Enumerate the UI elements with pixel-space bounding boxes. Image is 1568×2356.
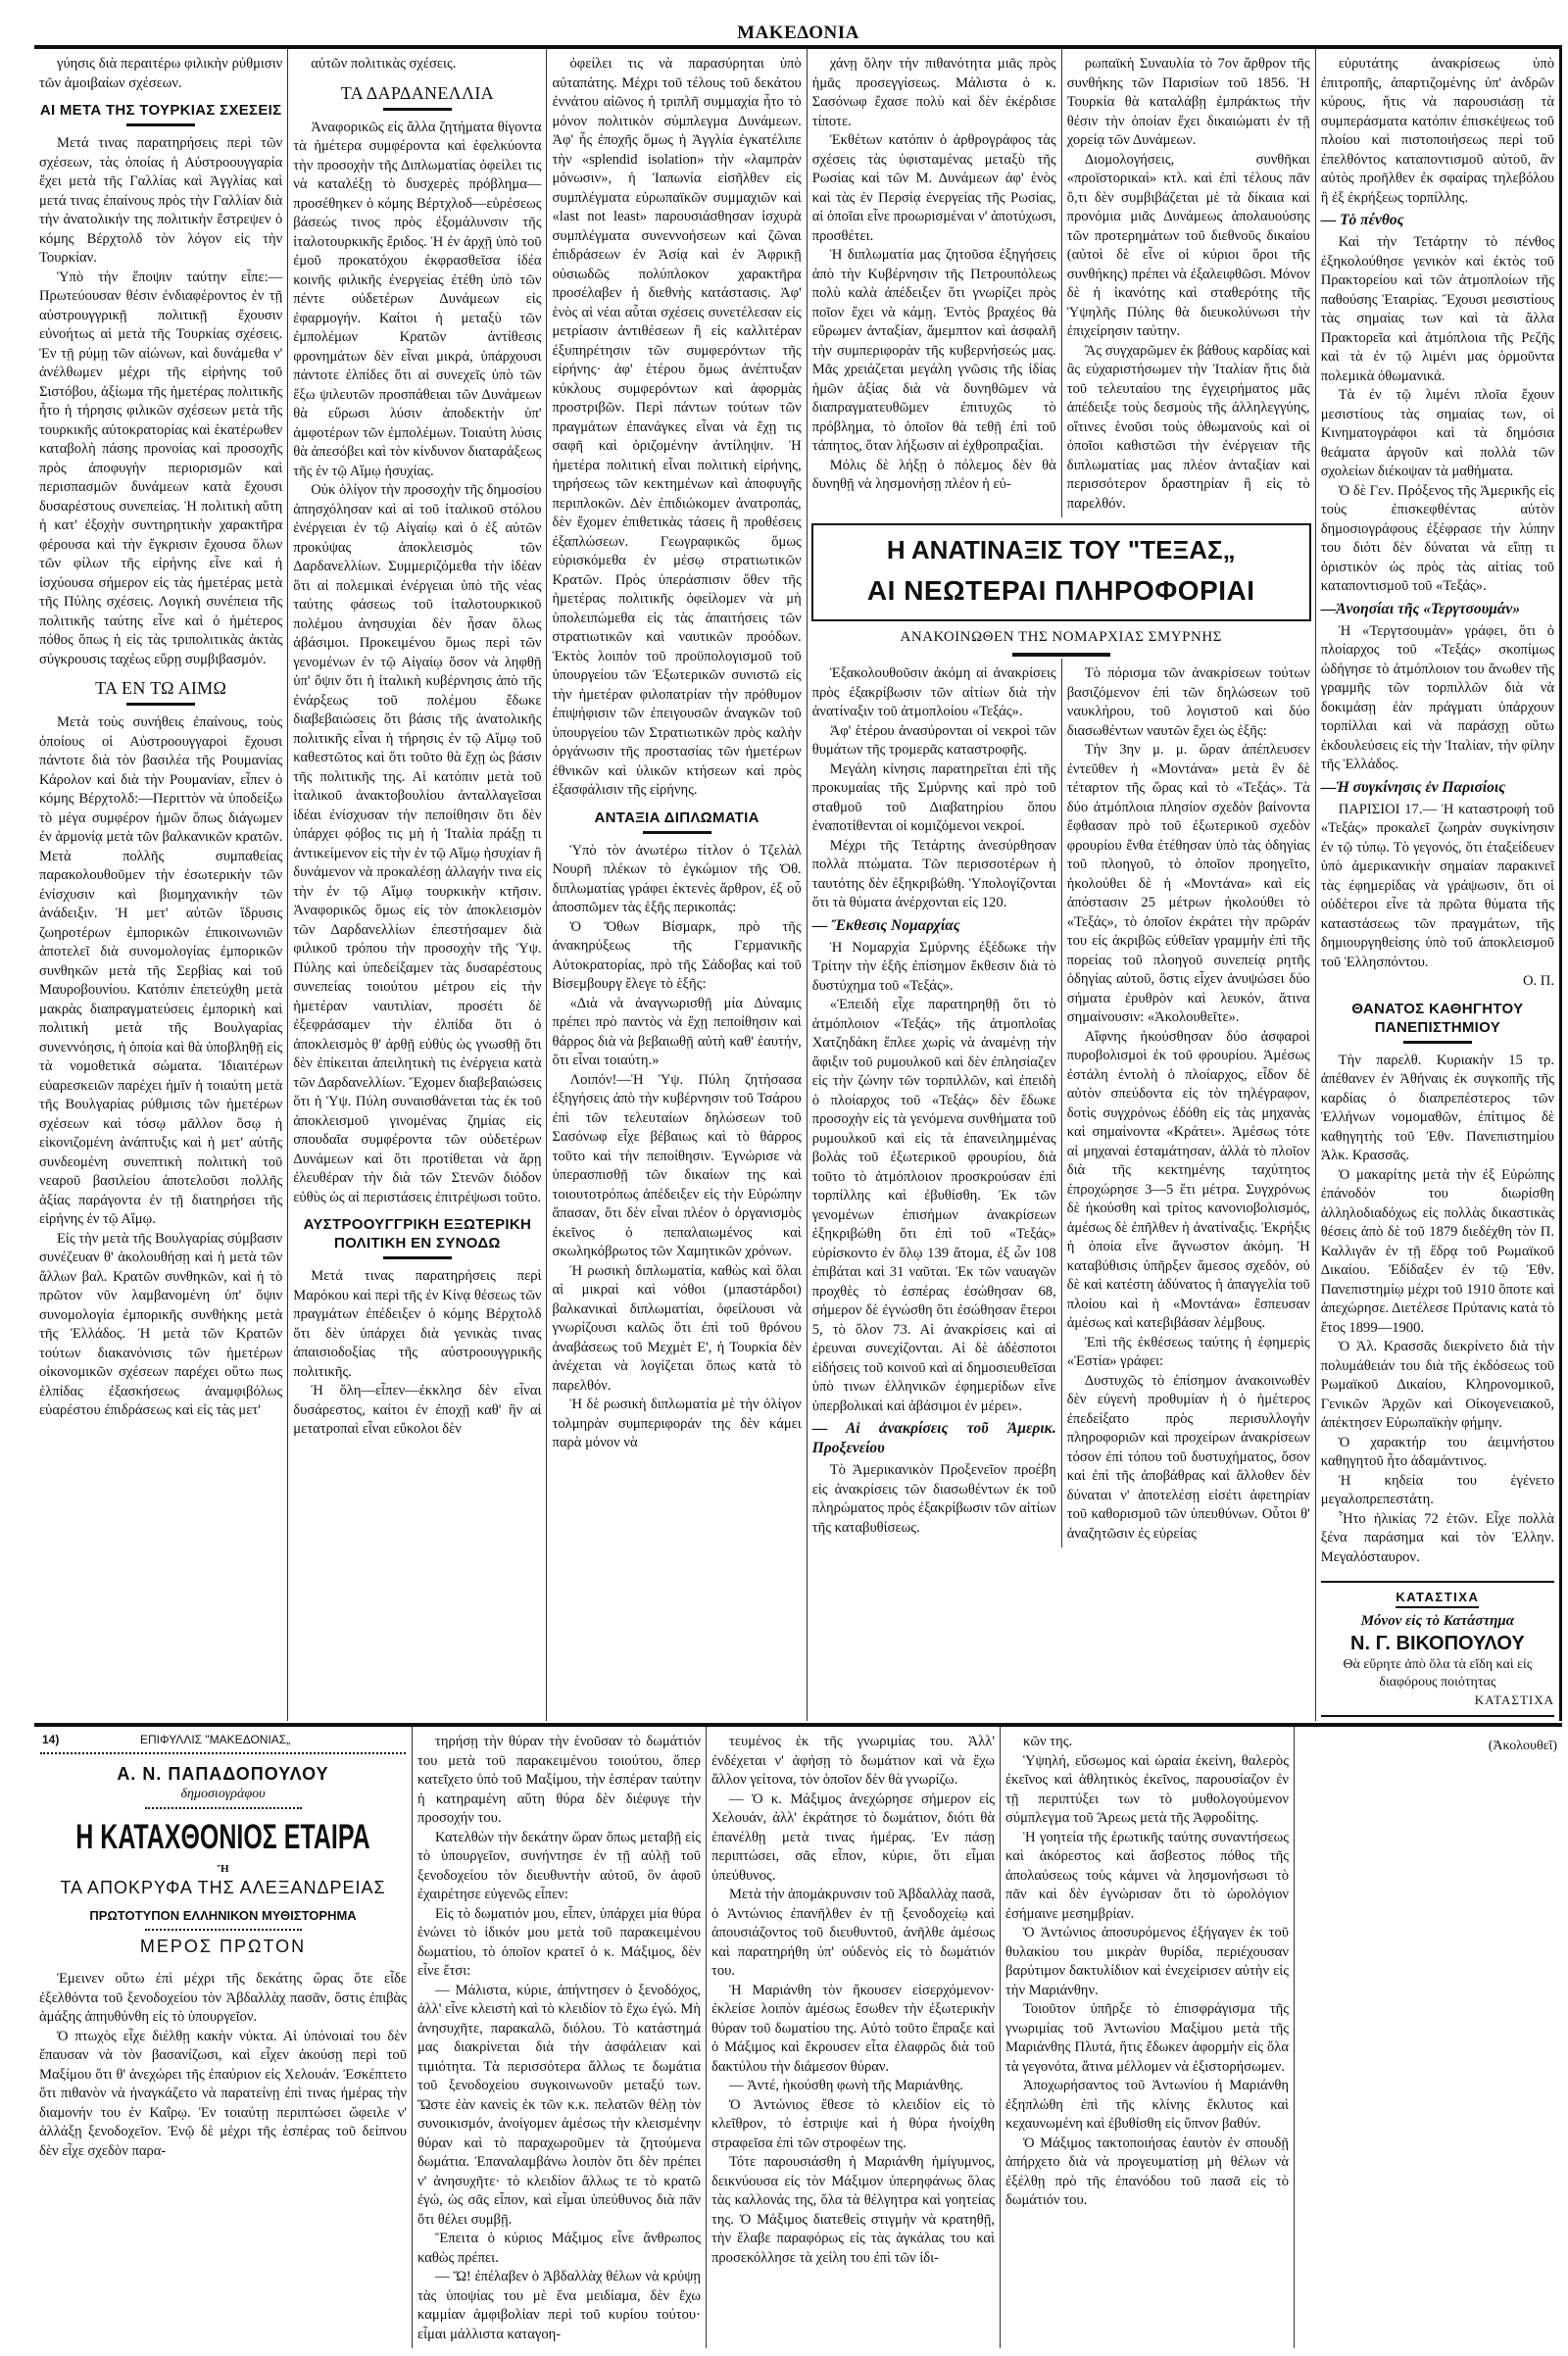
paragraph: Ἡ δὲ ρωσικὴ διπλωματία μὲ τὴν ὀλίγον τολμηρὰν συμπεριφοράν της δὲν κάμει παρὰ μόνον νὰ: [552, 1397, 802, 1450]
paragraph: Τὸ πόρισμα τῶν ἀνακρίσεων τούτων βασιζόμενον ἐπὶ τῶν δηλώσεων τοῦ ναυκλήρου, τοῦ λογιστοῦ καὶ δύο διασωθέντων ναυτῶν ἔχει ὡς ἑξῆς:: [1066, 665, 1310, 739]
paragraph: τηρήσῃ τὴν θύραν τὴν ἑνοῦσαν τὸ δωμάτιόν του μετὰ τοῦ παρακειμένου τοιούτου, ὅπερ κατεῖχετο ὑπὸ τοῦ Μαξίμου, τὴν ἑσπέραν ταύτην ἡ κατηραμένη αὕτη θύρα δὲν διέφυγε τὴν προσοχήν του.: [417, 1734, 701, 1826]
paragraph: ὀφείλει τις νὰ παρασύρηται ὑπὸ αὐταπάτης. Μέχρι τοῦ τέλους τοῦ δεκάτου ἐννάτου αἰῶνος ἡ τριπλῆ συμμαχία ἦτο τὸ μόνον πολιτικὸν σύμπλεγμα Δυνάμεων. Ἀφ' ἧς ἐποχῆς ὅμως ἡ Ἀγγλία ἐγκατέλιπε τὴν «splendid isolation» τὴν «λαμπρὰν μόνωσιν», ἡ Ἰαπωνία εἰσῆλθεν εἰς συμπλέγματα εὐρωπαϊκῶν συμμαχιῶν καὶ «last not least» παρουσιάσθησαν ἰσχυρὰ συμπλέγματα συνεννοήσεων καὶ ζῶναι ἐπιδράσεων ἐν Ἀσίᾳ καὶ ἐν Ἀφρικῇ οὐσιωδῶς πολύπλοκον χαρακτῆρα προσέλαβεν ἡ διεθνὴς κατάστασις. Ἀφ' ἑνὸς αἱ νέαι αὗται σχέσεις συνετέλεσαν εἰς μετρίασιν ἀντιθέσεων ἢ εἰς καλλιτέραν ἐξυπηρέτησιν τῶν συμφερόντων τῆς εἰρήνης· ἀφ' ἑτέρου ὅμως ἀνέπτυξαν κύκλους συμφερόντων καὶ ἀφορμὰς προστριβῶν. Περὶ πάντων τούτων τῶν πραγμάτων ἐπανάγκες εἶναι νὰ ἔχῃ τις σαφῆ καὶ ὁριζομένην ἀντίληψιν. Ἡ ἡμετέρα πολιτικὴ εἶναι πολιτικὴ εἰρήνης, τηρήσεως τῶν κεκτημένων καὶ ἀποφυγῆς περιπλοκῶν. Δὲν ἐπιδιώκομεν ἀνατροπάς, δὲν ἔχομεν ἐπιθετικὰς τάσεις ἢ προθέσεις ἐξαπλώσεων. Γεωγραφικῶς ὅμως εὑρισκόμεθα ἐν μέσῳ στρατιωτικῶν Κρατῶν. Πρὸς ὑπεράσπισιν ὅθεν τῆς ἡμετέρας πολιτικῆς ὀφείλομεν νὰ μὴ ὑπολειπώμεθα εἰς τὰς ἀπαιτήσεις τῶν στρατιωτικῶν καὶ ναυτικῶν προόδων. Ἐκτὸς λοιπὸν τοῦ προϋπολογισμοῦ τοῦ ὑπουργείου τῶν Ἐξωτερικῶν συνιστῶ εἰς τὴν ἡμετέραν φιλοπατρίαν τὴν πρόθυμον ἐπιψήφισιν τῶν ἐπειγουσῶν ἀναγκῶν τοῦ ὑπουργείου τῶν Στρατιωτικῶν πρὸς καλὴν ὀργάνωσιν τῆς προστασίας τῶν ἡμετέρων ἐθνικῶν καὶ ὑλικῶν κτήσεων καὶ πρὸς ἐξασφάλισιν τῆς εἰρήνης.: [552, 56, 802, 798]
paragraph: Ὁ δὲ Γεν. Πρόξενος τῆς Ἀμερικῆς εἰς τοὺς ἐπισκεφθέντας αὐτὸν δημοσιογράφους ἐξέφρασε τὴν λύπην του διότι δὲν δύναται νὰ εἴπῃ τι ὁριστικὸν ὡς πρὸς τὰς αἰτίας τοῦ καταποντισμοῦ τοῦ «Τεξάς».: [1320, 482, 1554, 594]
subheading: —Ἀνοησίαι τῆς «Τεργτσουμάν»: [1320, 600, 1521, 617]
paragraph: Αἴφνης ἠκούσθησαν δύο ἀσφαροὶ πυροβολισμοὶ ἐκ τοῦ φρουρίου. Ἀμέσως ἐστάλη ἐντολὴ ὁ πλοίαρχος, εἶδον δὲ αὐτὸν σπεύδοντα εἰς τὸν τηλέγραφον, δοτὶς συγχρόνως ἐδόθη εἰς τὰς μηχανὰς καὶ σημαίνοντα «Κράτει». Ἀμέσως τότε αἱ μηχαναὶ ἐσταμάτησαν, ἀλλὰ τὸ πλοῖον διὰ τῆς κεκτημένης ταχύτητος ἐπροχώρησε 3—5 ἔτι μέτρα. Συγχρόνως δὲ ἠκούσθη καὶ τρίτος κανονιοβολισμός, ἀμέσως δὲ ἐπῆλθεν ἡ ἀνατίναξις. Ἐκρήξις ἡ ὁποία εἶνε ἄγνωστον ἀκόμη. Ἡ καταβύθισις ὑπῆρξεν ἄμεσος σχεδόν, οὐ δὲ καὶ κατέστη ἀδύνατος ἡ ἀπαγγελία τοῦ πλοίου καὶ ἡ «Μοντάνα» ἔσπευσαν ἀμέσως καὶ κατεβιβάσαν λέμβους.: [1066, 1028, 1310, 1331]
paragraph: Ἐπὶ τῆς ἐκθέσεως ταύτης ἡ ἐφημερὶς «Ἐστία» γράφει:: [1066, 1334, 1310, 1369]
paragraph: τευμένος ἐκ τῆς γνωριμίας του. Ἀλλ' ἐνδέχεται ν' ἀφήσῃ τὸ δωμάτιον καὶ νὰ ἔχω ἄλλον γείτονα, τὸν ὁποῖον δὲν θὰ γνωρίζω.: [711, 1734, 995, 1788]
paragraph: Ὁ Ἀντώνιος ἔθεσε τὸ κλειδίον εἰς τὸ κλεῖθρον, τὸ ἐστριψε καὶ ἡ θύρα ἠνοίχθη στραφεῖσα ἐπὶ τῶν στροφέων της.: [711, 2096, 995, 2151]
paragraph: Ἐκθέτων κατόπιν ὁ ἀρθρογράφος τὰς σχέσεις τὰς ὑφισταμένας μεταξὺ τῆς Ρωσίας καὶ τῶν Μ. Δυνάμεων ἀφ' ἑνὸς καὶ τὰς ἐν Περσίᾳ ἐνεργείας τῆς Ρωσίας, αἱ ὁποῖαι εἶνε προωρισμέναι ν' ἀποτύχωσι, προσθέτει.: [811, 132, 1056, 244]
paragraph: «Διὰ νὰ ἀναγνωρισθῇ μία Δύναμις πρέπει πρὸ παντὸς νὰ ἔχῃ πεποίθησιν καὶ θάρρος διὰ νὰ βεβαιωθῇ αὐτὴ καθ' ἑαυτήν, ὅτι εἶναι τοιαύτη.»: [552, 995, 802, 1068]
top-section: [34, 49, 1562, 1721]
installment-number: 14): [42, 1733, 60, 1746]
paragraph: Οὐκ ὀλίγον τὴν προσοχὴν τῆς δημοσίου ἀπησχόλησαν καὶ αἱ τοῦ ἰταλικοῦ στόλου ἐνέργειαι ἐν τῷ Αἰγαίῳ καὶ ὁ ἐξ αὐτῶν προκύψας ἀποκλεισμὸς τῶν Δαρδανελλίων. Συμμεριζόμεθα τὴν ἰδέαν ὅτι αἱ πολεμικαὶ ἐνέργειαι ὑπὸ τῆς νέας ταύτης φάσεως τοῦ ἰταλοτουρκικοῦ πολέμου ἀνησυχίαι δὲν ἦσαν ὅλως ἀβάσιμοι. Προκειμένου ὅμως περὶ τῶν γενομένων ἐν τῷ Αἰγαίῳ ὅσον νὰ ληφθῇ ὑπ' ὄψιν ὅτι ἡ ἰταλικὴ κυβέρνησις ἀπὸ τῆς ἐνάρξεως τοῦ πολέμου ἔδωκε διαβεβαιώσεις ὅτι βάσις τῆς ἀνατολικῆς πολιτικῆς εἶναι ἡ τήρησις ἐν τῷ Αἵμῳ τοῦ καθεστῶτος καὶ ὅτι τοῦτο θὰ ἔχῃ ὡς βάσιν τῆς πολιτικῆς της. Αἱ κατόπιν μετὰ τοῦ ἰταλικοῦ ἀνακτοβουλίου ἀνταλλαγεῖσαι ἰδέαι ἐνίσχυσαν τὴν πεποίθησιν ὅτι δὲν ὑπάρχει φόβος τις μὴ ἡ Ἰταλία πράξῃ τι ἀντικείμενον εἰς τὴν ἐν τῷ Αἵμῳ ἡσυχίαν ἢ δυνάμενον νὰ προκαλέσῃ ἀλλαγήν τινα εἰς τὴν ἐν τῷ Αἵμῳ τουρκικὴν κτῆσιν. Ἀναφορικῶς ὅμως εἰς τὸν ἀποκλεισμὸν τῶν Δαρδανελλίων ἐπεστήσαμεν διὰ φιλικοῦ τρόπου τὴν προσοχὴν τῆς Ὑψ. Πύλης καὶ ὑπεδείξαμεν τὰς δυσαρέστους συνεπείας τοιούτου μέτρου εἰς τὴν ἡμετέραν ναυτιλίαν, προσέτι δὲ ἐξεφράσαμεν τὴν ἐλπίδα ὅτι ὁ ἀποκλεισμὸς θ' ἀρθῇ εὐθὺς ὡς γνωσθῇ ὅτι δὲν ἐπίκειται ἀπειλητικὴ τις ἐνέργεια κατὰ τῶν Δαρδανελλίων. Ἔχομεν διαβεβαιώσεις ὅτι ἡ Ὑψ. Πύλη συναισθάνεται τὰς ἐκ τοῦ ἀποκλεισμοῦ γινομένας ζημίας εἰς σπουδαῖα συμφέροντα τῶν οὐδετέρων Δυνάμεων καὶ ὅτι προτίθεται νὰ ἄρῃ ἐλευθέραν τὴν διὰ τῶν Στενῶν διόδον εὐθὺς ὡς αἱ περιστάσεις ἐπιτρέψωσι τοῦτο.: [293, 482, 542, 1205]
paragraph: Ἡ κηδεία του ἐγένετο μεγαλοπρεπεστάτη.: [1320, 1472, 1554, 1507]
paragraph: Ἀναφορικῶς εἰς ἄλλα ζητήματα θίγοντα τὰ ἡμέτερα συμφέροντα καὶ ἑφελκύοντα τὴν προσοχὴν τῆς Διπλωματίας ὀφείλει τις νὰ καταλέξῃ τὸ δυσχερὲς πρόβλημα— προσέθηκεν ὁ κόμης Βέρτχλοδ—εὑρέσεως βάσεώς τινος πρὸς ἐξομάλυνσιν τῆς ἰταλοτουρκικῆς ἔριδος. Ἡ ἐν ἀρχῇ ὑπὸ τοῦ ἐμοῦ προκατόχου ἐκφρασθεῖσα ἰδέα κοινῆς φιλικῆς ἐνεργείας ἐτέθη ὑπὸ τῶν πέντε οὐδετέρων Δυνάμεων εἰς ἐφαρμογήν. Καίτοι ἡ μεταξὺ τῶν ἐμπολέμων Κρατῶν ἀντίθεσις φρονημάτων δὲν εἶναι μικρά, ὑπάρχουσι πάντοτε ἐλπίδες ὅτι αἱ συνεχεῖς ὑπὸ τῶν ἔξω ψιλευτῶν προσπάθειαι τῶν Δυνάμεων θὰ εὕρωσι λύσιν ἀποδεκτὴν ὑπ' ἀμφοτέρων τῶν ἐμπολέμων. Τοιαύτη λύσις θὰ ἀπεσόβει καὶ τὸν κίνδυνον διαταράξεως τῆς ἐν τῷ Αἵμῳ ἡσυχίας.: [293, 119, 542, 479]
paragraph: Ἔπειτα ὁ κύριος Μάξιμος εἶνε ἄνθρωπος καθὼς πρέπει.: [417, 2231, 701, 2266]
paragraph: Τότε παρουσιάσθη ἡ Μαριάνθη ἠμίγυμνος, δεικνύουσα εἰς τὸν Μάξιμον ὑπερηφάνως ὅλας τὰς καλλονάς της, ὅλα τὰ θέλγητρα καὶ γοητείας της. Ὁ Μάξιμος διατεθεὶς στιγμὴν νὰ κρατηθῇ, τὴν ἔλαβε παραφόρως εἰς τὰς ἀγκάλας του καὶ προσεκόλλησε τὰ χείλη του ἐπὶ τῶν ἰδι-: [711, 2154, 995, 2266]
paragraph: Ἡ Μαριάνθη τὸν ἤκουσεν εἰσερχόμενον· ἐκλείσε λοιπὸν ἀμέσως ἔσωθεν τὴν ἐξωτερικὴν θύραν τοῦ δωματίου της. Αὐτὸ τοῦτο ἔπραξε καὶ ὁ Μάξιμος καὶ ἔκρουσεν εἶτα ἐλαφρῶς διὰ τοῦ δακτύλου τὴν διάμεσον θύραν.: [711, 1982, 995, 2075]
paragraph: Ὁ μακαρίτης μετὰ τὴν ἐξ Εὐρώπης ἐπάνοδόν του διωρίσθη ἀλληλοδιαδόχως εἰς πολλὰς δικαστικὰς θέσεις ἀπὸ δὲ τοῦ 1879 διεδέχθη τὸν Π. Καλλιγᾶν ἐν τῇ ἕδρᾳ τοῦ Ρωμαϊκοῦ Δικαίου. Ἐδίδαξεν ἐν τῷ Ἐθν. Πανεπιστημίῳ μέχρι τοῦ 1910 ὅποτε καὶ ἀπεχώρησε. Διετέλεσε Πρύτανις κατὰ τὸ ἔτος 1899—1900.: [1320, 1166, 1555, 1336]
paragraph: Μετὰ τὴν ἀπομάκρυνσιν τοῦ Ἀβδαλλὰχ πασᾶ, ὁ Ἀντώνιος ἐπανῆλθεν ἐν τῇ ξενοδοχείῳ καὶ ἀπουσιάζοντος τοῦ διευθυντοῦ, ἀνῆλθε ἀμέσως καὶ παρατηρήθη ὑπ' οὐδενὸς εἰς τὸ δωμάτιόν του.: [711, 1887, 995, 1979]
author-profession: δημοσιογράφου: [180, 1787, 266, 1801]
wavy-rule: [145, 1807, 302, 1809]
paragraph: ΠΑΡΙΣΙΟΙ 17.— Ἡ καταστροφὴ τοῦ «Τεξάς» προκαλεῖ ζωηρὰν συγκίνησιν ἐν τῷ τύπῳ. Τὸ γεγονός, ὅτι ἐταξείδευεν ὑπὸ ἀμερικανικὴν σημαίαν παρακινεῖ τὰς ἐφημερίδας νὰ γράψωσιν, ὅτι οἱ οὐδέτεροι εἶνε τὰ πρῶτα θύματα τῆς καταστάσεως τῶν πραγμάτων, τῆς δημιουργηθείσης ὑπὸ τοῦ ἀποκλεισμοῦ τοῦ Ἑλλησπόντου.: [1320, 801, 1554, 970]
paragraph: Ἡ «Τεργτσουμὰν» γράφει, ὅτι ὁ πλοίαρχος τοῦ «Τεξάς» σκοπίμως ὡδήγησε τὸ ἀτμόπλοιον του ἄνωθεν τῆς γραμμῆς τῶν τορπιλλῶν διὰ νὰ δοκιμάσῃ ἐὰν πράγματι ὑπάρχουν τορπίλλαι καὶ νὰ παράσχῃ οὕτω ἐκδουλεύσεις εἰς τὴν Ἰταλίαν, τὴν φίλην τῆς Ἑλλάδος.: [1320, 622, 1554, 772]
texas-column-1: [808, 659, 1061, 1547]
paragraph: Μετὰ τοὺς συνήθεις ἐπαίνους, τοὺς ὁποίους οἱ Αὐστροουγγαροὶ ἔχουσι πάντοτε διὰ τὸν βασιλέα τῆς Ρουμανίας Κάρολον καὶ διὰ τὴν Ρουμανίαν, εἶπεν ὁ κόμης Βέρχτολδ:—Περιττὸν νὰ ὑποδείξω τὸ μέγα συμφέρον ἡμῶν ὅπως διάγωμεν ἐν ἁρμονίᾳ μετὰ τῶν βαλκανικῶν κρατῶν. Μετὰ πολλῆς συμπαθείας παρακολουθοῦμεν τὴν ἐσωτερικὴν τῶν ἐνίσχυσιν καὶ βιομηχανικὴν τῶν ἀνάδειξιν. Ἡ μετ' αὐτῶν ἵδρυσις ζωηροτέρων ἐμπορικῶν ἐπικοινωνιῶν ἀποτελεῖ διὰ συνομολογίας ἐμπορικῶν συνθηκῶν μετὰ τῆς Σερβίας καὶ τοῦ Μαυροβουνίου. Κατόπιν ἐπετεύχθη μετὰ μακρὰς διαπραγματεύσεις ἐμπορικὴ καὶ πολιτικὴ μετὰ τῆς Βουλγαρίας συνεννόησις, ἡ ὁποία καὶ θὰ ὑποβληθῇ εἰς τὰ νομοθετικὰ σώματα. Ἰδιαιτέρων εὐαρεσκειῶν παρέχει ἡμῖν ἡ τοιαύτη μετὰ τῆς Βουλγαρίας ρύθμισις τῶν ἡμετέρων σχέσεων καὶ τόσῳ μᾶλλον ὅσῳ ἡ εἰκονιζομένη ἀνάπτυξις καὶ ἡ μετ' αὐτῆς συνδεομένη συνεπτικὴ πολιτικὴ τοῦ νεαροῦ βασιλείου ἀποτελοῦσι πολλῆς ἀξίας παράγοντα ἐν τῇ διατηρήσει τῆς εἰρήνης ἐν τῷ Αἵμῳ.: [39, 714, 283, 1227]
ad-store-name: Ν. Γ. ΒΙΚΟΠΟΥΛΟΥ: [1350, 1633, 1525, 1654]
section-heading: ΤΑ ΔΑΡΔΑΝΕΛΛΙΑ: [293, 82, 541, 111]
column-6: [1315, 49, 1559, 1721]
paragraph: Μόλις δὲ λήξῃ ὁ πόλεμος δὲν θὰ δυνηθῇ νὰ λησμονήσῃ πλέον ἡ εὐ-: [811, 457, 1056, 492]
paragraph: αὐτῶν πολιτικὰς σχέσεις.: [311, 56, 457, 72]
section-heading: ΤΑ ΕΝ ΤΩ ΑΙΜΩ: [39, 677, 282, 706]
advertisement-vikopoulou: [1321, 1581, 1554, 1717]
paragraph: Ἡ γοητεία τῆς ἐρωτικῆς ταύτης συναντήσεως καὶ ἀκόρεστος καὶ ἄσβεστος πόθος τῆς ἀπολαύσεως τοὺς κάμνει νὰ λησμονήσωσι τὸ πᾶν καὶ δὲν ἐγνώρισαν ὅτι τὸ ὡρολόγιον ἐσήμαινε μεσημβρίαν.: [1005, 1829, 1289, 1922]
paragraph: Δυστυχῶς τὸ ἐπίσημον ἀνακοινωθὲν δὲν εὐγενὴ προθυμίαν ἡ ὁ ἡμέτερος ἐπεδείξατο πρὸς περισυλλογὴν πληροφοριῶν καὶ προχείρων ἀνακρίσεων τόσον ἐπὶ τόπου τοῦ δυστυχήματος, ὅσον καὶ ἐπὶ τῆς ἀποβάθρας καὶ ἄλλοθεν δὲν δύναται ν' ἀποτελέσῃ εἰσέτι ἀφετηρίαν τοῦ καθορισμοῦ τῶν ὑπευθύνων. Οὗτοι θ' ἀναζητῶσιν ἐς εὐρείας: [1066, 1372, 1310, 1542]
headline-subtitle: ΑΝΑΚΟΙΝΩΘΕΝ ΤΗΣ ΝΟΜΑΡΧΙΑΣ ΣΜΥΡΝΗΣ: [900, 629, 1222, 645]
paragraph: Ἐμεινεν οὕτω ἐπὶ μέχρι τῆς δεκάτης ὥρας ὅτε εἶδε ἐξελθόντα τοῦ ξενοδοχείου τὸν Ἀβδαλλὰχ πασᾶν, ὅστις ἐπιβὰς ἀμάξης ἀπηυθύνθη εἰς τὸ ὑπουργεῖον.: [39, 1971, 407, 2025]
feuilleton-title-column: [34, 1727, 412, 2348]
paragraph: Ὁ πτωχὸς εἶχε διέλθῃ κακὴν νύκτα. Αἱ ὑπόνοιαί του δὲν ἔπαυσαν νὰ τὸν βασανίζωσι, καὶ εἶχεν ἀκούσῃ περὶ τοῦ Μαξίμου ὅτι θ' ἀνεχώρει τῆς ἐπαύριον εἰς Χελουάν. Ἐσκέπτετο ὅτι πιθανὸν νὰ ἠναγκάζετο νὰ παρατείνῃ ἐπὶ τινας ἡμέρας τὴν διαμονήν του ἐν Καΐρῳ. Ἐν τοιαύτῃ περιπτώσει ὤφειλε ν' ἀλλάξῃ ξενοδοχεῖον. Ἐνῷ δὲ μέχρι τῆς ἑσπέρας τοῦ δείπνου δὲν εἶχε σχεδὸν παρα-: [39, 2028, 407, 2159]
continued-note: (Ἀκολουθεῖ): [1488, 1739, 1557, 1753]
paragraph: Τοιοῦτον ὑπῆρξε τὸ ἐπισφράγισμα τῆς γνωριμίας τοῦ Ἀντωνίου Μαξίμου μετὰ τῆς Μαριάνθης Πλυτά, ἥτις ἔδωκεν ἀφορμὴν εἰς ὅλα τὰ γεγονότα, ἅτινα μέλλομεν νὰ ἐξιστορήσωμεν.: [1005, 2001, 1289, 2075]
ad-line-1: Μόνον εἰς τὸ Κατάστημα: [1360, 1613, 1514, 1629]
subheading: —Ἡ συγκίνησις ἐν Παρισίοις: [1320, 778, 1506, 796]
feuilleton-column-3: [706, 1727, 1000, 2348]
headline-rule: [1012, 653, 1110, 657]
paragraph: Ὑπὸ τὴν ἔποψιν ταύτην εἶπε:— Πρωτεύουσαν θέσιν ἐνδιαφέροντος ἐν τῇ αὐστρουγγρικῇ πολιτικῇ ἔχουσιν εὐνοήτως αἱ μετὰ τῆς Τουρκίας σχέσεις. Ἐν τῇ ρύμῃ τῶν αἰώνων, καὶ δυνάμεθα ν' ἀνέλθωμεν μέχρι τῆς εἰρήνης τοῦ Σιστόβου, ἀξίωμα τῆς ἡμετέρας πολιτικῆς ἦτο ἡ τήρησις φιλικῶν σχέσεων μετὰ τῆς τουρκικῆς αὐτοκρατορίας καὶ ἑκατέρωθεν καταβολὴ πάσης προνοίας καὶ προσοχῆς πρὸς ἀποφυγὴν περιορισμῶν καὶ περισπασμῶν δυνάμεων κατὰ ἔχουσι δυσαρέστους συνεπείας. Ἡ πολιτικὴ αὕτη ἡ κατ' ἐξοχὴν συντηρητικὴν χαρακτῆρα φέρουσα καὶ τὴν ἔγκρισιν ἔχουσα ὅλων τῶν φίλων τῆς εἰρήνης εἶνε καὶ ἡ ἰσχύουσα σήμερον εἰς τὰς ἡμετέρας μετὰ τῆς Πύλης σχέσεις. Λογικὴ συνέπεια τῆς πολιτικῆς ταύτης εἶνε καὶ ὁ ἡμέτερος πόθος ὅπως ἡ εἰς τὰς τριπολιτικὰς ἀκτὰς σύγκρουσις ταχέως εὕρῃ συμβιβασμόν.: [39, 269, 283, 667]
ad-line-2: Θὰ εὕρητε ἀπὸ ὅλα τὰ εἴδη καὶ εἰς διαφόρους ποιότητας: [1343, 1657, 1533, 1690]
signature: Ο. Π.: [1522, 973, 1554, 989]
texas-section: [807, 49, 1315, 1721]
paragraph: Κατελθὼν τὴν δεκάτην ὥραν ὅπως μεταβῇ εἰς τὸ ὑπουργεῖον, συνήντησε ἐν τῇ αὐλῇ τοῦ ξενοδοχείου τὸν διευθυντὴν αὐτοῦ, ὃν ἀφοῦ ἐχαιρέτησε εὐγενῶς εἶπεν:: [417, 1829, 701, 1902]
paragraph: — Ὤ! ἐπέλαβεν ὁ Ἀβδαλλὰχ θέλων νὰ κρύψῃ τὰς ὑποψίας του μὲ ἕνα μειδίαμα, δὲν ἔχω καμμίαν ἀμφιβολίαν περὶ τοῦ κυρίου τούτου· εἶμαι μάλλιστα καταγοη-: [417, 2269, 701, 2342]
feuilleton-section: [34, 1727, 1562, 2348]
novel-part: ΜΕΡΟΣ ΠΡΩΤΟΝ: [139, 1937, 307, 1956]
feuilleton-author: Α. Ν. ΠΑΠΑΔΟΠΟΥΛΟΥ: [117, 1764, 329, 1784]
headline-latest-news: ΑΙ ΝΕΩΤΕΡΑΙ ΠΛΗΡΟΦΟΡΙΑΙ: [866, 575, 1255, 606]
column-6-text: [1321, 55, 1554, 1567]
column-4: [808, 49, 1061, 517]
paragraph: Διομολογήσεις, συνθῆκαι «προϊστορικαὶ» κτλ. καὶ ἐπὶ τέλους πᾶν ὅ,τι δὲν συμβιβάζεται μὲ τὰ δίκαια καὶ προνόμια μιᾶς Δυνάμεως ἀπολαυούσης τῶν προτερημάτων τοῦ διεθνοῦς δικαίου (αὐτοὶ δὲ εἶνε οἱ κύριοι ὅροι τῆς συνθήκης) πρέπει νὰ ἐξαλειφθῶσι. Μόνον δὲ ἡ ἱκανότης καὶ σταθερότης τῆς Ὑψηλῆς Πύλης θὰ διευκολύνωσι τὴν ἐπιχείρησιν ταύτην.: [1066, 151, 1310, 339]
paragraph: χάνῃ ὅλην τὴν πιθανότητα μιᾶς πρὸς ἡμᾶς προσεγγίσεως. Μάλιστα ὁ κ. Σασόνωφ ἔχασε πολὺ καὶ δὲν ἐκέρδισε τίποτε.: [811, 56, 1056, 129]
feuilleton-column-4: [1000, 1727, 1294, 2348]
novel-subtitle: ΤΑ ΑΠΟΚΡΥΦΑ ΤΗΣ ΑΛΕΞΑΝΔΡΕΙΑΣ: [60, 1878, 386, 1897]
paragraph: — Μάλιστα, κύριε, ἀπήντησεν ὁ ξενοδόχος, ἀλλ' εἶνε κλειστὴ καὶ τὸ κλειδίον τὸ ἔχω ἐγώ. Μὴ ἀνησυχῆτε, παρακαλῶ, διόλου. Τὸ κατάστημά μας διακρίνεται διὰ τὴν ἀσφάλειαν καὶ τιμιότητα. Τὰ περισσότερα ἄλλως τε δωμάτια τοῦ ξενοδοχείου συγκοινωνοῦν μεταξύ των. Ὥστε ἐὰν κανεὶς ἐκ τῶν κ.κ. πελατῶν θέλῃ τὸν συνοικισμόν, ἀνοίγομεν ἀμέσως τὴν κλεισμένην θύραν καὶ τὸ παραχωροῦμεν τὰ ζητούμενα δωμάτια. Ἐπαναλαμβάνω λοιπὸν ὅτι δὲν πρέπει ν' ἀνησυχῆτε· τὸ κλειδίον ἄλλως τε τὸ κρατῶ ἐγώ, ὡς σᾶς εἶπον, καὶ εἶμαι ὑπεύθυνος διὰ πᾶν ὅτι θέλει συμβῇ.: [417, 1982, 701, 2228]
column-5: [1061, 49, 1315, 517]
paragraph: «Ἐπειδὴ εἶχε παρατηρηθῇ ὅτι τὸ ἀτμόπλοιον «Τεξάς» τῆς ἀτμοπλοΐας Χατζηδάκη ἔπλεε χωρὶς νὰ ἀναμένῃ τὴν ἄφιξιν τοῦ ρυμουλκοῦ καὶ δὲν ἐπλησίαζεν εἰς τὴν ζώνην τῶν τορπιλλῶν, καὶ ἐπειδὴ ὁ πλοίαρχος τοῦ «Τεξάς» δὲν ἔδωκε προσοχὴν εἰς τὰ γενόμενα συνθήματα τοῦ ρυμουλκοῦ καὶ εἰς τὰ ἐπανειλημμένας βολὰς τοῦ ἐξωτερικοῦ φρουρίου, διὰ τοῦτο τὸ ἀτμόπλοιον προσκρούσαν ἐπὶ τορπίλλης καὶ ἐβυθίσθη. Ἐκ τῶν γενομένων ἐπισήμων ἀνακρίσεων ἐξηκριβώθη ὅτι ἐπὶ τοῦ «Τεξάς» εὑρίσκοντο ἐν ὅλῳ 139 ἄτομα, ἐξ ὧν 108 ἐπιβάται καὶ 31 ναῦται. Ἐκ τῶν ναυαγῶν προχθὲς τὸ ἑσπέρας ἐσώθησαν 68, σήμερον δὲ ἐγνώσθη ὅτι ἐσώθησαν ἔτεροι 5, τὸ ὅλον 73. Αἱ ἀνακρίσεις καὶ αἱ ἐρευναι συνεχίζονται. Αἱ δὲ ἀδέσποτοι εἰδήσεις τοῦ κοινοῦ καὶ αἱ δημοσιευθεῖσαι ὑπὸ τινων ἑλληνικῶν ἐφημερίδων εἶνε ὑπερβολικαὶ καὶ ἀβάσιμοι ἐν μέρει».: [811, 997, 1056, 1414]
ad-label: ΚΑΤΑΣΤΙΧΑ: [1396, 1589, 1479, 1608]
paragraph: Μετά τινας παρατηρήσεις περὶ Μαρόκου καὶ περὶ τῆς ἐν Κίνᾳ θέσεως τῶν πραγμάτων ἐπέδειξεν ὁ κόμης Βέρχτολδ ὅτι δὲν ὑπάρχει διὰ γενικὰς τινας ἀπαισιοδοξίας τῆς αὐστροουγγρικῆς πολιτικῆς.: [293, 1268, 542, 1380]
feuilleton-label: ΕΠΙΦΥΛΛΙΣ "ΜΑΚΕΔΟΝΙΑΣ„: [140, 1733, 291, 1746]
paragraph: Μεγάλη κίνησις παρατηρεῖται ἐπὶ τῆς προκυμαίας τῆς Σμύρνης καὶ πρὸ τοῦ σταθμοῦ τοῦ Διαβατηρίου ὅπου ἐναποτίθενται οἱ κομιζόμενοι νεκροί.: [811, 761, 1056, 834]
paragraph: Ὁ Ἀλ. Κρασσᾶς διεκρίνετο διὰ τὴν πολυμάθειάν του διὰ τῆς ἐκδόσεως τοῦ Ρωμαϊκοῦ Δικαίου, Κληρονομικοῦ, Γενικῶν Ἀρχῶν καὶ Οἰκογενειακοῦ, ἀπέκτησεν Εὐρωπαϊκὴν φήμην.: [1320, 1339, 1554, 1431]
column-1: [34, 49, 287, 1721]
section-heading: ΑΝΤΑΞΙΑ ΔΙΠΛΩΜΑΤΙΑ: [552, 809, 801, 834]
headline-explosion: Η ΑΝΑΤΙΝΑΞΙΣ ΤΟΥ "ΤΕΞΑΣ„: [886, 535, 1236, 564]
texas-headline-box: [811, 523, 1311, 621]
wavy-rule: [145, 1929, 302, 1931]
paragraph: Ὁ χαρακτήρ του ἀειμνήστου καθηγητοῦ ἦτο ἀδαμάντινος.: [1320, 1434, 1554, 1469]
feuilleton-column-2: [412, 1727, 706, 2348]
paragraph: Ἂς συγχαρῶμεν ἐκ βάθους καρδίας καὶ ἂς εὐχαριστήσωμεν τὴν Ἰταλίαν ἥτις διὰ τοῦ τελευταίου της ἐγχειρήματος μᾶς ἀπέδειξε τοὺς δεσμοὺς τῆς ἀλληλεγγύης, οἵτινες ἑνοῦσι τοὺς ὀθωμανοὺς καὶ οἱ ὁποῖοι καθιστῶσι τὴν ἐνέργειαν τῆς διπλωματίας μας πλέον ἀνταξίαν καὶ περισσότερον δραστηρίαν ἢ εἰς τὸ παρελθόν.: [1066, 342, 1310, 512]
column-2: [287, 49, 546, 1721]
paragraph: Μετά τινας παρατηρήσεις περὶ τῶν σχέσεων, τὰς ὁποίας ἡ Αὐστροουγγαρία ἔχει μετὰ τῆς Γαλλίας καὶ Ἀγγλίας καὶ μετά τινας ἐπαίνους πρὸς τὴν Γαλλίαν διὰ τὴν ἀνατολικήν της πολιτικὴν ἔστρεψεν ὁ κόμης Βέρχτολδ τὸν λόγον εἰς τὴν Τουρκίαν.: [39, 135, 283, 266]
paragraph: Ἡ διπλωματία μας ζητοῦσα ἐξηγήσεις ἀπὸ τὴν Κυβέρνησιν τῆς Πετρουπόλεως πολὺ καλὰ ἀπέδειξεν ὅτι γνωρίζει πρὸς ποῖον ἔχει νὰ κάμῃ. Ἐντὸς βραχέος θὰ εὕρωμεν ἀνταξίαν, ἄμεμπτον καὶ ἀσφαλῆ τὴν συμπεριφορὰν τῆς κυβερνήσεώς μας. Μᾶς χρειάζεται μεγάλη γνῶσις τῆς ἰδίας ἡμῶν ἀξίας διὰ νὰ δυνηθῶμεν νὰ διαπραγματευθῶμεν ἐπιτυχῶς τὸ πρόβλημα, τὸ ὁποῖον θὰ τεθῇ ἐπὶ τοῦ τάπητος, ὅταν λήξωσιν αἱ ἐχθροπραξίαι.: [811, 247, 1056, 454]
section-heading: ΑΙ ΜΕΤΑ ΤΗΣ ΤΟΥΡΚΙΑΣ ΣΧΕΣΕΙΣ: [39, 101, 282, 126]
ad-footer: ΚΑΤΑΣΤΙΧΑ: [1474, 1693, 1554, 1707]
paragraph: Ὁ Μάξιμος τακτοποιήσας ἑαυτὸν ἐν σπουδῇ ἀπήρχετο διὰ νὰ προγευματίσῃ μὴ θέλων νὰ ἐξέλθῃ πρὸ τῆς ἐπανόδου τοῦ πασᾶ εἰς τὸ δωμάτιόν του.: [1005, 2135, 1289, 2208]
section-heading: ΑΥΣΤΡΟΟΥΓΓΡΙΚΗ ΕΞΩΤΕΡΙΚΗ ΠΟΛΙΤΙΚΗ ΕΝ ΣΥΝΟΔΩ: [293, 1215, 541, 1259]
paragraph: Ὁ Ὄθων Βίσμαρκ, πρὸ τῆς ἀνακηρύξεως τῆς Γερμανικῆς Αὐτοκρατορίας, πρὸ τῆς Σάδοβας καὶ τοῦ Βίσεμβουργ ἔλεγε τὸ ἑξῆς:: [552, 918, 802, 992]
paragraph: — Ὁ κ. Μάξιμος ἀνεχώρησε σήμερον εἰς Χελουάν, ἀλλ' ἐκράτησε τὸ δωμάτιον, διότι θὰ ἐπανέλθῃ μετὰ τινας ἡμέρας. Ἐν πάσῃ περιπτώσει, σᾶς εἶπον, κύριε, ὅτι εἶμαι ὑπεύθυνος.: [711, 1791, 995, 1884]
paragraph: εὐρυτάτης ἀνακρίσεως ὑπὸ ἐπιτροπῆς, ἀπαρτιζομένης ὑπ' ἀνδρῶν κύρους, ἥτις νὰ παρουσιάσῃ τὰ συμπεράσματα κατόπιν ἐπισκέψεως τοῦ πλοίου καὶ πιστοποιήσεως περὶ τοῦ ἐπελθόντος καταποντισμοῦ αὐτοῦ, ἂν αὐτὸς προῆλθεν ἐκ σφαίρας τηλεβόλου ἢ ἐξ ἐκρήξεως τορπίλλης.: [1320, 56, 1554, 206]
subheading: — Τὸ πένθος: [1320, 212, 1404, 228]
paragraph: ρωπαϊκὴ Συναυλία τὸ 7ον ἄρθρον τῆς συνθήκης τῶν Παρισίων τοῦ 1856. Ἡ Τουρκία θὰ καταλάβῃ ἐμπράκτως τὴν θέσιν τὴν ὁποίαν ἔχει δικαιώματι ἐν τῇ χορείᾳ τῶν Δυνάμεων.: [1066, 56, 1310, 148]
column-3: [546, 49, 806, 1721]
subheading: — Αἱ ἀνακρίσεις τοῦ Ἀμερικ. Προξενείου: [811, 1420, 1056, 1456]
paragraph: Ὑπὸ τὸν ἀνωτέρω τίτλον ὁ Τζελὰλ Νουρῆ πλέκων τὸ ἐγκώμιον τῆς Ὀθ. διπλωματίας γράφει ἐκτενὲς ἄρθρον, ἐξ οὗ ἀποσπῶμεν τὰς ἑξῆς περικοπάς:: [552, 842, 802, 915]
paragraph: Ἀποχωρήσαντος τοῦ Ἀντωνίου ἡ Μαριάνθη ἐξηπλώθη ἐπὶ τῆς κλίνης ἔκλυτος καὶ κεχαυνωμένη καὶ ἐβυθίσθη εἰς ὕπνον βαθύν.: [1005, 2078, 1289, 2132]
section-heading: ΘΑΝΑΤΟΣ ΚΑΘΗΓΗΤΟΥ ΠΑΝΕΠΙΣΤΗΜΙΟΥ: [1321, 1000, 1554, 1044]
wavy-rule: [40, 1752, 406, 1754]
paragraph: Ἡ ρωσικὴ διπλωματία, καθὼς καὶ ὅλαι αἱ μικραὶ καὶ νόθοι (μπαστάρδοι) βαλκανικαὶ διπλωματίαι, ὀφείλουσι νὰ γνωρίζουσι καλῶς ὅτι ἐπὶ τοῦ θρόνου ἀναβάσεως τοῦ Μεχμὲτ Ε', ἡ Τουρκία δὲν ἀνέχεται νὰ λογίζεται ὅπως κατὰ τὸ παρελθόν.: [552, 1262, 802, 1394]
paragraph: Ὑψηλή, εὔσωμος καὶ ὡραία ἐκείνη, θαλερὸς ἐκεῖνος καὶ ἀθλητικὸς ἐκεῖνος, παρουσίαζον ἐν τῇ περιπτύξει των τὸ μυθολογούμενον σύμπλεγμα τοῦ Ἄρεως μετὰ τῆς Ἀφροδίτης.: [1005, 1752, 1289, 1826]
paragraph: Ἡ ὅλη—εἶπεν—ἐκκλησ δὲν εἶναι δυσάρεστος, καίτοι ἐν ἐποχῇ καθ' ἣν αἱ μετατροπαὶ εἶναι εὔκολοι δὲν: [293, 1383, 542, 1437]
paragraph: Ὁ Ἀντώνιος ἀποσυρόμενος ἐξήγαγεν ἐκ τοῦ θυλακίου του μικρὰν θυρίδα, περιέχουσαν βαρύτιμον δακτυλίδιον καὶ ἐνεχείρισεν αὐτὴν εἰς τὴν Μαριάνθην.: [1005, 1925, 1289, 1998]
paragraph: κῶν της.: [1023, 1734, 1073, 1749]
paragraph: Καὶ τὴν Τετάρτην τὸ πένθος ἐξηκολούθησε γενικὸν καὶ ἐκτὸς τοῦ Πρακτορείου καὶ τῶν ἀτμοπλοίων τῆς παθούσης Ἑταιρίας. Ἔχουσι μεσιστίους τὰς σημαίας των καὶ τὰ ἄλλα Πρακτορεῖα καὶ ἀτμόπλοια τῆς Ρεζῆς καὶ τὰ ἐν τῷ λιμένι μας ὁρμοῦντα πολεμικὰ ὀθωμανικά.: [1320, 234, 1554, 384]
paragraph: Ἡ Νομαρχία Σμύρνης ἐξέδωκε τὴν Τρίτην τὴν ἑξῆς ἐπίσημον ἔκθεσιν διὰ τὸ δυστύχημα τοῦ «Τεξάς».: [811, 939, 1056, 994]
novel-genre: ΠΡΩΤΟΤΥΠΟΝ ΕΛΛΗΝΙΚΟΝ ΜΥΘΙΣΤΟΡΗΜΑ: [89, 1908, 357, 1923]
paragraph: Εἰς τὸ δωματιόν μου, εἶπεν, ὑπάρχει μία θύρα ἑνώνει τὸ ἰδικόν μου μετὰ τοῦ παρακειμένου δωματίου, τὸ ὁποῖον κρατεῖ ὁ κ. Μάξιμος, δὲν εἶνε ἔτσι:: [417, 1905, 701, 1979]
paragraph: Ἦτο ἡλικίας 72 ἐτῶν. Εἶχε πολλὰ ξένα παράσημα καὶ τὸν Ἑλλην. Μεγαλόσταυρον.: [1320, 1510, 1554, 1565]
paragraph: — Ἀντέ, ἠκούσθη φωνὴ τῆς Μαριάνθης.: [729, 2078, 963, 2093]
paragraph: Ἐξακολουθοῦσιν ἀκόμη αἱ ἀνακρίσεις πρὸς ἐξακρίβωσιν τῶν αἰτίων διὰ τὴν ἀνατίναξιν τοῦ ἀτμοπλοίου «Τεξάς».: [811, 665, 1056, 719]
paragraph: Τὴν παρελθ. Κυριακὴν 15 τρ. ἀπέθανεν ἐν Ἀθήναις ἐκ συγκοπῆς τῆς καρδίας ὁ διαπρεπέστερος τῶν Ἑλλήνων νομομαθῶν, ἐπίτιμος δὲ καθηγητὴς τοῦ Ἐθν. Πανεπιστημίου Ἀλκ. Κρασσᾶς.: [1320, 1052, 1554, 1163]
novel-title-or: Ἤ: [217, 1863, 229, 1875]
paragraph: γύησις διὰ περαιτέρω φιλικὴν ρύθμισιν τῶν ἀμοιβαίων σχέσεων.: [39, 56, 283, 91]
paragraph: Τὴν 3ην μ. μ. ὥραν ἀπέπλευσεν ἐντεῦθεν ἡ «Μοντάνα» μετὰ ἓν δὲ τέταρτον τῆς ὥρας καὶ τὸ «Τεξάς». Τὰ δύο ἀτμόπλοια πλησίον σχεδὸν βαίνοντα ἔφθασαν πρὸ τοῦ ἐξωτερικοῦ σχεδὸν φρουρίου ἔνθα ἐτέθησαν ὑπὸ τὰς ὁδηγίας τοῦ πλοηγοῦ, τὸ ὁποῖον προηγεῖτο, ἠκολούθει δὲ ἡ «Μοντάνα» καὶ εἰς ἀπόστασιν 25 μέτρων ἠκολούθει τὸ «Τεξάς», τὸ ὁποῖον ἐκράτει τὴν πρῶράν του εἰς ἀκριβῶς εὐθεῖαν γραμμὴν ἐπὶ τῆς πορείας τοῦ πλοηγοῦ συνεπείᾳ ρητῆς ὁδηγίας αὐτοῦ, ὅστις εἶχεν ἀνυψώσει δύο σήματα ἐρυθρὸν καὶ λευκόν, ἅτινα σημαίνουσιν: «Ἀκολουθεῖτε».: [1066, 742, 1310, 1025]
texas-column-2: [1061, 659, 1315, 1547]
feuilleton-column-5: [1294, 1727, 1562, 2348]
novel-title: Η ΚΑΤΑΧΘΟΝΙΟΣ ΕΤΑΙΡΑ: [75, 1818, 370, 1857]
paragraph: Τὸ Ἀμερικανικὸν Προξενεῖον προέβη εἰς ἀνακρίσεις τῶν διασωθέντων ἐκ τοῦ πληρώματος πρὸς ἐξακρίβωσιν τῶν αἰτίων τῆς καταβυθίσεως.: [811, 1462, 1056, 1536]
paragraph: Ἀφ' ἑτέρου ἀνασύρονται οἱ νεκροὶ τῶν θυμάτων τῆς τρομερᾶς καταστροφῆς.: [811, 722, 1056, 758]
feuilleton-header: [34, 1727, 412, 1750]
feuilleton-column-1: [34, 1964, 412, 2165]
masthead-title: ΜΑΚΕΔΟΝΙΑ: [737, 23, 859, 43]
paragraph: Μέχρι τῆς Τετάρτης ἀνεσύρθησαν πολλὰ πτώματα. Τῶν περισσοτέρων ἡ ταυτότης δὲν ἐξηκριβώθη. Ὑπολογίζονται ὅτι τὰ θύματα ἀνέρχονται εἰς 120.: [811, 837, 1056, 910]
paragraph: Λοιπόν!—Ἡ Ὑψ. Πύλη ζητήσασα ἐξηγήσεις ἀπὸ τὴν κυβέρνησιν τοῦ Τσάρου ἐπὶ τῶν τελευταίων δηλώσεων τοῦ Σασόνωφ εἶχε βέβαιως καὶ τὸ θάρρος τοῦτο καὶ τὴν πεποίθησιν. Ἐγνώρισε νὰ ὑπερασπισθῇ τῶν δικαίων της καὶ τοιουτοτρόπως ἀπέδειξεν εἰς τὴν Εὐρώπην ἅπασαν, ὅτι δὲν εἶναι πλέον ὁ ὀργανισμὸς ἐκεῖνος ὁ πεπαλαιωμένος καὶ σκωληκόβρωτος τῶν Χαμητικῶν χρόνων.: [552, 1071, 802, 1259]
subheading: — Ἔκθεσις Νομαρχίας: [811, 916, 960, 934]
paragraph: Εἰς τὴν μετὰ τῆς Βουλγαρίας σύμβασιν συνέζευαν θ' ἀκολουθήσῃ καὶ ἡ μετὰ τῶν ἄλλων βαλ. Κρατῶν συνθηκῶν, καὶ ἡ τὸ πρῶτον νῦν λαμβανομένη ὑπ' ὄψιν συνομολογία ἐμπορικῆς συνθήκης μετὰ τῆς Ἑλλάδος. Ἡ μετὰ τῶν Κρατῶν τούτων διακανόνισις τῶν ἡμετέρων οἰκονομικῶν σχέσεων παρέχει οὕτω πως ἐλπίδας ἐξασκήσεως ἀναμφιβόλως εὐαρέστου ἐπιδράσεως καὶ εἰς τὰς μετ': [39, 1230, 283, 1418]
paragraph: Τὰ ἐν τῷ λιμένι πλοῖα ἔχουν μεσιστίους τὰς σημαίας των, οἱ Κινηματογράφοι καὶ τὰ δημόσια θεάματα ἀργοῦν καὶ πολλὰ τῶν σχολείων διέκοψαν τὰ μαθήματα.: [1320, 387, 1554, 479]
